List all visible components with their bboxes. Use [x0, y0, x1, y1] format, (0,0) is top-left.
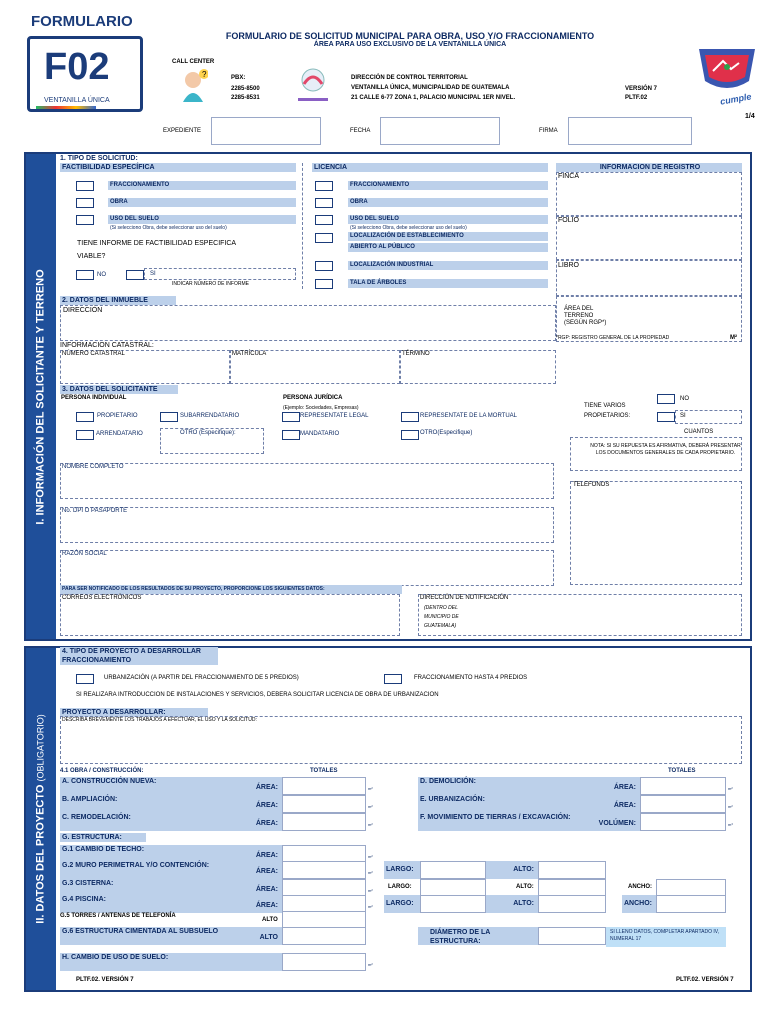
- column-divider: [302, 163, 303, 289]
- rep-legal-checkbox[interactable]: [282, 412, 300, 422]
- g3-unit: m²: [368, 888, 373, 893]
- indicar-informe-label: INDICAR NÚMERO DE INFORME: [172, 281, 249, 287]
- g4-largo-field[interactable]: [420, 895, 486, 913]
- row-c-label: C. REMODELACIÓN: ÁREA:: [60, 813, 282, 831]
- varios-no-label: NO: [680, 396, 689, 402]
- version-label: VERSIÓN 7: [625, 86, 658, 92]
- lic-uso-note: (Si selecciono Obra, debe seleccionar uso del suelo): [350, 225, 467, 231]
- g5-label: G.5 TORRES / ANTENAS DE TELEFONÍA: [60, 913, 176, 919]
- dpi-field[interactable]: [60, 507, 554, 543]
- factibilidad-header: FACTIBILIDAD ESPECÍFICA: [60, 163, 296, 172]
- row-f-unit: m³: [728, 822, 733, 827]
- viable-si-label: SI: [150, 271, 156, 277]
- row-b-label: B. AMPLIACIÓN: ÁREA:: [60, 795, 282, 813]
- numero-catastral-label: NÚMERO CATASTRAL: [62, 351, 125, 357]
- lic-loc-establecimiento-label: LOCALIZACIÓN DE ESTABLECIMIENTO: [348, 232, 548, 241]
- code-box: [27, 36, 143, 112]
- diametro-field[interactable]: [538, 927, 606, 945]
- otro2-checkbox[interactable]: [401, 430, 419, 440]
- row-a-label: A. CONSTRUCCIÓN NUEVA: ÁREA:: [60, 777, 282, 795]
- g3-largo-label: LARGO:: [388, 884, 412, 890]
- g3-label: G.3 CISTERNA: ÁREA:: [60, 879, 282, 897]
- row-e-label: E. URBANIZACIÓN: ÁREA:: [418, 795, 640, 813]
- tipo-solicitud-heading: 1. TIPO DE SOLICITUD:: [60, 155, 138, 162]
- urbanizacion-checkbox[interactable]: [76, 674, 94, 684]
- viable-no-label: NO: [97, 272, 106, 278]
- totales-left-label: TOTALES: [310, 768, 338, 774]
- call-center-icon: [178, 66, 208, 104]
- fact-uso-suelo-checkbox[interactable]: [76, 215, 94, 225]
- direccion-label: DIRECCIÓN: [63, 307, 103, 314]
- obra-construccion-label: 4.1 OBRA / CONSTRUCCIÓN:: [60, 768, 144, 774]
- telefonos-field[interactable]: [570, 481, 742, 585]
- ventanilla-label: VENTANILLA ÚNICA: [44, 97, 110, 104]
- fact-fraccionamiento-checkbox[interactable]: [76, 181, 94, 191]
- rep-mortual-label: REPRESENTATE DE LA MORTUAL: [420, 413, 518, 419]
- otro2-label: OTRO(Especifique): [420, 430, 473, 436]
- area-m2-unit: M²: [730, 335, 737, 341]
- row-a-field[interactable]: [282, 777, 366, 795]
- razon-social-field[interactable]: [60, 550, 554, 586]
- tiene-informe-label: TIENE INFORME DE FACTIBILIDAD ESPECIFICA: [77, 240, 237, 247]
- subarrendatario-label: SUBARRENDATARIO: [180, 413, 240, 419]
- rep-legal-label: REPRESENTATE LEGAL: [300, 413, 369, 419]
- g2-alto-field[interactable]: [538, 861, 606, 879]
- form-subtitle: ÁREA PARA USO EXCLUSIVO DE LA VENTANILLA ÚNICA: [313, 41, 507, 48]
- info-registro-header: INFORMACION DE REGISTRO: [556, 163, 742, 172]
- nombre-completo-field[interactable]: [60, 463, 554, 499]
- g4-alto-field[interactable]: [538, 895, 606, 913]
- estructura-header: G. ESTRUCTURA:: [60, 833, 146, 842]
- lic-uso-suelo-label: USO DEL SUELO: [348, 215, 548, 224]
- ventanilla-logo-icon: [290, 66, 336, 106]
- h-label: H. CAMBIO DE USO DE SUELO:: [60, 953, 282, 971]
- matricula-label: MATRÍCULA: [232, 351, 267, 357]
- ejemplo-note: (Ejemplo: Sociedades, Empresas): [283, 405, 359, 411]
- folio-label: FOLIO: [558, 217, 580, 224]
- row-a-unit: m²: [368, 786, 373, 791]
- urbanizacion-label: URBANIZACIÓN (A PARTIR DEL FRACCIONAMIENTO DE 5 PREDIOS): [104, 675, 299, 681]
- direction-line-1: DIRECCIÓN DE CONTROL TERRITORIAL: [351, 75, 468, 81]
- correos-label: CORREOS ELECTRÓNICOS: [62, 595, 142, 601]
- g6-label: G.6 ESTRUCTURA CIMENTADA AL SUBSUELO ALTO: [60, 927, 282, 945]
- libro-label: LIBRO: [558, 262, 580, 269]
- area-terreno-label: ÁREA DEL TERRENO (SEGÚN RGP*): [564, 306, 607, 326]
- lic-tala-label: TALA DE ÁRBOLES: [348, 279, 548, 288]
- varios-si-label: SI: [680, 413, 686, 419]
- mandatario-label: MANDATARIO: [300, 431, 340, 437]
- arrendatario-checkbox[interactable]: [76, 430, 94, 440]
- datos-inmueble-header: 2. DATOS DEL INMUEBLE: [60, 296, 176, 305]
- row-f-field[interactable]: [640, 813, 726, 831]
- fact-obra-label: OBRA: [108, 198, 296, 207]
- persona-juridica-label: PERSONA JURÍDICA: [283, 395, 343, 401]
- describa-label: DESCRIBA BREVEMENTE LOS TRABAJOS A EFECTUAR, EL USO Y LA SOLICITUD:: [62, 717, 257, 723]
- lic-tala-checkbox[interactable]: [315, 279, 333, 289]
- g2-alto-label: ALTO:: [486, 861, 538, 879]
- dpi-label: No. DPI O PASAPORTE: [62, 508, 128, 514]
- row-c-field[interactable]: [282, 813, 366, 831]
- lic-abierto-label: ABIERTO AL PÚBLICO: [348, 243, 548, 252]
- call-center-label: CALL CENTER: [172, 59, 215, 65]
- lic-fraccionamiento-label: FRACCIONAMIENTO: [348, 181, 548, 190]
- diametro-label: DIÁMETRO DE LA ESTRUCTURA:: [418, 927, 538, 945]
- direction-line-2: VENTANILLA ÚNICA, MUNICIPALIDAD DE GUATEMALA: [351, 85, 510, 91]
- g4-ancho-label: ANCHO:: [622, 895, 656, 913]
- row-d-unit: m²: [728, 786, 733, 791]
- termino-label: TÉRMINO: [402, 351, 430, 357]
- g4-alto-label: ALTO:: [486, 895, 538, 913]
- expediente-label: EXPEDIENTE: [163, 128, 202, 134]
- viable-label: VIABLE?: [77, 253, 106, 260]
- proyecto-header: PROYECTO A DESARROLLAR:: [60, 708, 208, 717]
- cumple-label: cumple: [719, 91, 753, 107]
- g2-largo-label: LARGO:: [384, 861, 420, 879]
- lic-fraccionamiento-checkbox[interactable]: [315, 181, 333, 191]
- fecha-field[interactable]: [380, 117, 500, 145]
- viable-no-checkbox[interactable]: [76, 270, 94, 280]
- g4-unit: m²: [368, 904, 373, 909]
- row-d-field[interactable]: [640, 777, 726, 795]
- fact-obra-checkbox[interactable]: [76, 198, 94, 208]
- fecha-label: FECHA: [350, 128, 371, 134]
- tipo-proyecto-header: 4. TIPO DE PROYECTO A DESARROLLAR: [60, 647, 218, 656]
- color-strip: [36, 106, 96, 109]
- finca-field[interactable]: [556, 172, 742, 216]
- varios-si-checkbox[interactable]: [657, 412, 675, 422]
- dentro-1: (DENTRO DEL: [424, 605, 458, 611]
- fracc4-label: FRACCIONAMIENTO HASTA 4 PREDIOS: [414, 675, 528, 681]
- totales-right-label: TOTALES: [668, 768, 696, 774]
- g4-ancho-field[interactable]: [656, 895, 726, 913]
- arrendatario-label: ARRENDATARIO: [96, 431, 143, 437]
- section-1-sidebar: I. INFORMACIÓN DEL SOLICITANTE Y TERRENO: [26, 154, 56, 639]
- footer-right: PLTF.02. VERSIÓN 7: [676, 977, 734, 983]
- footer-left: PLTF.02. VERSIÓN 7: [76, 977, 134, 983]
- mandatario-checkbox[interactable]: [282, 430, 300, 440]
- dir-notificacion-label: DIRECCIÓN DE NOTIFICACIÓN: [420, 595, 509, 601]
- dentro-3: GUATEMALA): [424, 623, 457, 629]
- viable-si-checkbox[interactable]: [126, 270, 144, 280]
- propietario-checkbox[interactable]: [76, 412, 94, 422]
- row-f-label: F. MOVIMIENTO DE TIERRAS / EXCAVACIÓN: VOLÚMEN:: [418, 813, 640, 831]
- firma-field[interactable]: [568, 117, 692, 145]
- firma-label: FIRMA: [539, 128, 558, 134]
- pltf-label: PLTF.02: [625, 95, 648, 101]
- row-e-unit: m²: [728, 804, 733, 809]
- fraccionamiento-header: FRACCIONAMIENTO: [60, 656, 218, 665]
- direction-line-3: 21 CALLE 6-77 ZONA 1, PALACIO MUNICIPAL 1ER NIVEL.: [351, 95, 516, 101]
- dentro-2: MUNICIPIO DE: [424, 614, 459, 620]
- lic-loc-industrial-label: LOCALIZACIÓN INDUSTRIAL: [348, 261, 548, 270]
- phone-2: 2285-8531: [231, 95, 260, 101]
- pbx-label: PBX:: [231, 75, 246, 81]
- rep-mortual-checkbox[interactable]: [401, 412, 419, 422]
- g1-unit: m²: [368, 854, 373, 859]
- numero-informe-field[interactable]: [144, 268, 296, 280]
- si-realizara-note: SI REALIZARA INTRODUCCION DE INSTALACIONES Y SERVICIOS, DEBERA SOLICITAR LICENCIA DE OBRA DE URBANIZACION: [76, 692, 439, 698]
- row-b-unit: m²: [368, 804, 373, 809]
- lic-loc-establecimiento-checkbox[interactable]: [315, 233, 333, 243]
- fact-uso-suelo-label: USO DEL SUELO: [108, 215, 296, 224]
- fact-fraccionamiento-label: FRACCIONAMIENTO: [108, 181, 296, 190]
- g2-area-field[interactable]: [282, 861, 366, 879]
- form-title: FORMULARIO DE SOLICITUD MUNICIPAL PARA OBRA, USO Y/O FRACCIONAMIENTO: [225, 31, 595, 41]
- nota-text: NOTA: SI SU REPUESTA ES AFIRMATIVA, DEBERÁ PRESENTAR LOS DOCUMENTOS GENERALES DE CADA PROPIETARIO.: [590, 443, 741, 456]
- g1-label: G.1 CAMBIO DE TECHO: ÁREA:: [60, 845, 282, 863]
- rgp-note: *RGP: REGISTRO GENERAL DE LA PROPIEDAD: [556, 335, 670, 341]
- page-number: 1/4: [745, 113, 755, 120]
- expediente-field[interactable]: [211, 117, 321, 145]
- row-e-field[interactable]: [640, 795, 726, 813]
- row-d-label: D. DEMOLICIÓN: ÁREA:: [418, 777, 640, 795]
- lic-uso-suelo-checkbox[interactable]: [315, 215, 333, 225]
- otro-label: OTRO (Especifique):: [180, 430, 236, 436]
- g6-alto-field[interactable]: [282, 927, 366, 945]
- datos-solicitante-header: 3. DATOS DEL SOLICITANTE: [60, 385, 178, 394]
- fact-uso-note: (Si selecciono Obra, debe seleccionar uso del suelo): [110, 225, 227, 231]
- g4-largo-label: LARGO:: [384, 895, 420, 913]
- lic-obra-label: OBRA: [348, 198, 548, 207]
- varios-no-checkbox[interactable]: [657, 394, 675, 404]
- form-code: F02: [44, 46, 110, 88]
- fracc4-checkbox[interactable]: [384, 674, 402, 684]
- nombre-completo-label: NOMBRE COMPLETO: [62, 464, 124, 470]
- g2-label: G.2 MURO PERIMETRAL Y/O CONTENCIÓN: ÁREA:: [60, 861, 282, 879]
- h-field[interactable]: [282, 953, 366, 971]
- si-lleno-note: SI LLENO DATOS, COMPLETAR APARTADO IV, NUMERAL 17: [606, 927, 726, 947]
- g2-largo-field[interactable]: [420, 861, 486, 879]
- varios-label: TIENE VARIOS: [584, 403, 626, 409]
- licencia-header: LICENCIA: [312, 163, 548, 172]
- g4-label: G.4 PISCINA: ÁREA:: [60, 895, 282, 913]
- g3-ancho-label: ANCHO:: [628, 884, 652, 890]
- folio-field[interactable]: [556, 216, 742, 260]
- lic-obra-checkbox[interactable]: [315, 198, 333, 208]
- svg-text:?: ?: [202, 70, 207, 79]
- razon-social-label: RAZÓN SOCIAL: [62, 551, 107, 557]
- propietarios-label: PROPIETARIOS:: [584, 413, 631, 419]
- persona-individual-label: PERSONA INDIVIDUAL: [61, 395, 127, 401]
- telefonos-label: TELEFONOS: [573, 482, 610, 488]
- g3-alto-label: ALTO:: [516, 884, 534, 890]
- direccion-field[interactable]: [60, 305, 556, 341]
- row-c-unit: m²: [368, 822, 373, 827]
- row-b-field[interactable]: [282, 795, 366, 813]
- form-label: FORMULARIO: [31, 13, 133, 30]
- phone-1: 2285-8500: [231, 86, 260, 92]
- info-catastral-label: INFORMACION CATASTRAL:: [60, 342, 154, 349]
- section-2-sidebar: II. DATOS DEL PROYECTO (OBLIGATORIO): [26, 648, 56, 990]
- h-unit: m²: [368, 962, 373, 967]
- notificado-header: PARA SER NOTIFICADO DE LOS RESULTADOS DE SU PROYECTO, PROPORCIONE LOS SIGUIENTES DATOS:: [60, 585, 402, 594]
- g5-alto-label: ALTO: [262, 917, 278, 923]
- propietario-label: PROPIETARIO: [97, 413, 138, 419]
- finca-label: FINCA: [558, 173, 579, 180]
- libro-field[interactable]: [556, 260, 742, 296]
- g2-unit: m²: [368, 870, 373, 875]
- cuantos-label: CUANTOS: [684, 429, 714, 435]
- lic-loc-industrial-checkbox[interactable]: [315, 261, 333, 271]
- subarrendatario-checkbox[interactable]: [160, 412, 178, 422]
